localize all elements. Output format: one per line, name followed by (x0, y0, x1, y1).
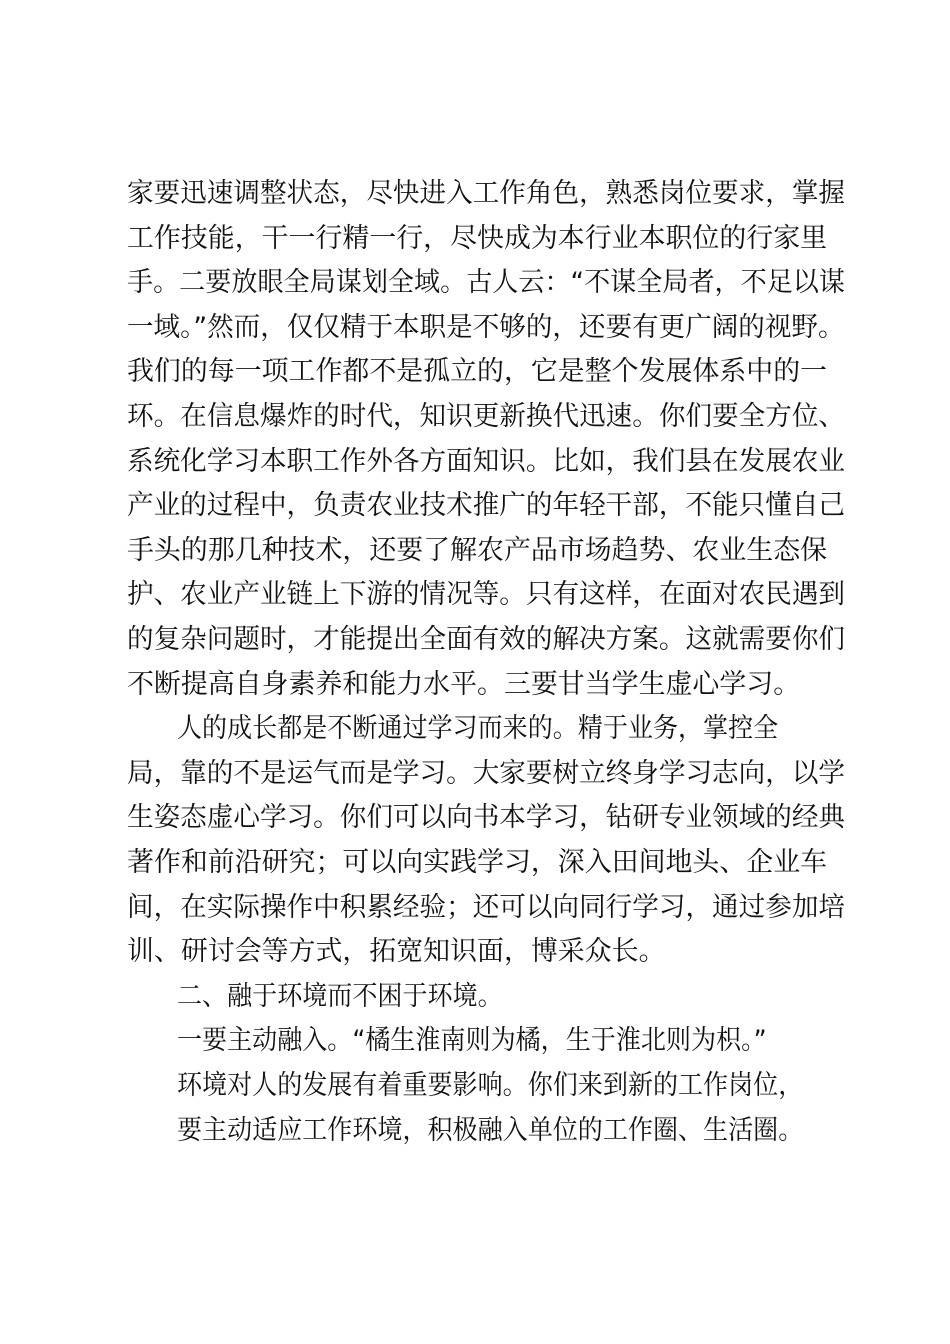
text-line: 一要主动融入。“橘生淮南则为橘，生于淮北则为枳。” (177, 1025, 767, 1056)
text-line: 局，靠的不是运气而是学习。大家要树立终身学习志向，以学 (127, 758, 845, 789)
text-line: 家要迅速调整状态，尽快进入工作角色，熟悉岗位要求，掌握 (127, 178, 845, 209)
text-line: 训、研讨会等方式，拓宽知识面，博采众长。 (127, 936, 666, 967)
text-line: 环境对人的发展有着重要影响。你们来到新的工作岗位， (177, 1070, 804, 1101)
text-line: 生姿态虚心学习。你们可以向书本学习，钻研专业领域的经典 (127, 802, 845, 833)
text-line: 系统化学习本职工作外各方面知识。比如，我们县在发展农业 (127, 446, 845, 477)
text-line: 手头的那几种技术，还要了解农产品市场趋势、农业生态保 (127, 535, 828, 566)
text-line: 不断提高自身素养和能力水平。三要甘当学生虚心学习。 (127, 669, 801, 700)
text-line: 产业的过程中，负责农业技术推广的年轻干部，不能只懂自己 (127, 490, 845, 521)
text-line: 的复杂问题时，才能提出全面有效的解决方案。这就需要你们 (127, 624, 845, 655)
text-line: 人的成长都是不断通过学习而来的。精于业务，掌控全 (177, 713, 779, 744)
text-line: 护、农业产业链上下游的情况等。只有这样，在面对农民遇到 (127, 579, 845, 610)
text-line: 环。在信息爆炸的时代，知识更新换代迅速。你们要全方位、 (127, 401, 845, 432)
section-heading: 二、融于环境而不困于环境。 (177, 981, 503, 1012)
text-line: 工作技能，干一行精一行，尽快成为本行业本职位的行家里 (127, 223, 828, 254)
text-line: 手。二要放眼全局谋划全域。古人云：“不谋全局者，不足以谋 (127, 267, 845, 298)
text-line: 著作和前沿研究；可以向实践学习，深入田间地头、企业车 (127, 847, 828, 878)
text-line: 我们的每一项工作都不是孤立的，它是整个发展体系中的一 (127, 356, 828, 387)
text-line: 一域。”然而，仅仅精于本职是不够的，还要有更广阔的视野。 (127, 312, 845, 343)
text-line: 间，在实际操作中积累经验；还可以向同行学习，通过参加培 (127, 892, 845, 923)
text-line: 要主动适应工作环境，积极融入单位的工作圈、生活圈。 (177, 1115, 804, 1146)
